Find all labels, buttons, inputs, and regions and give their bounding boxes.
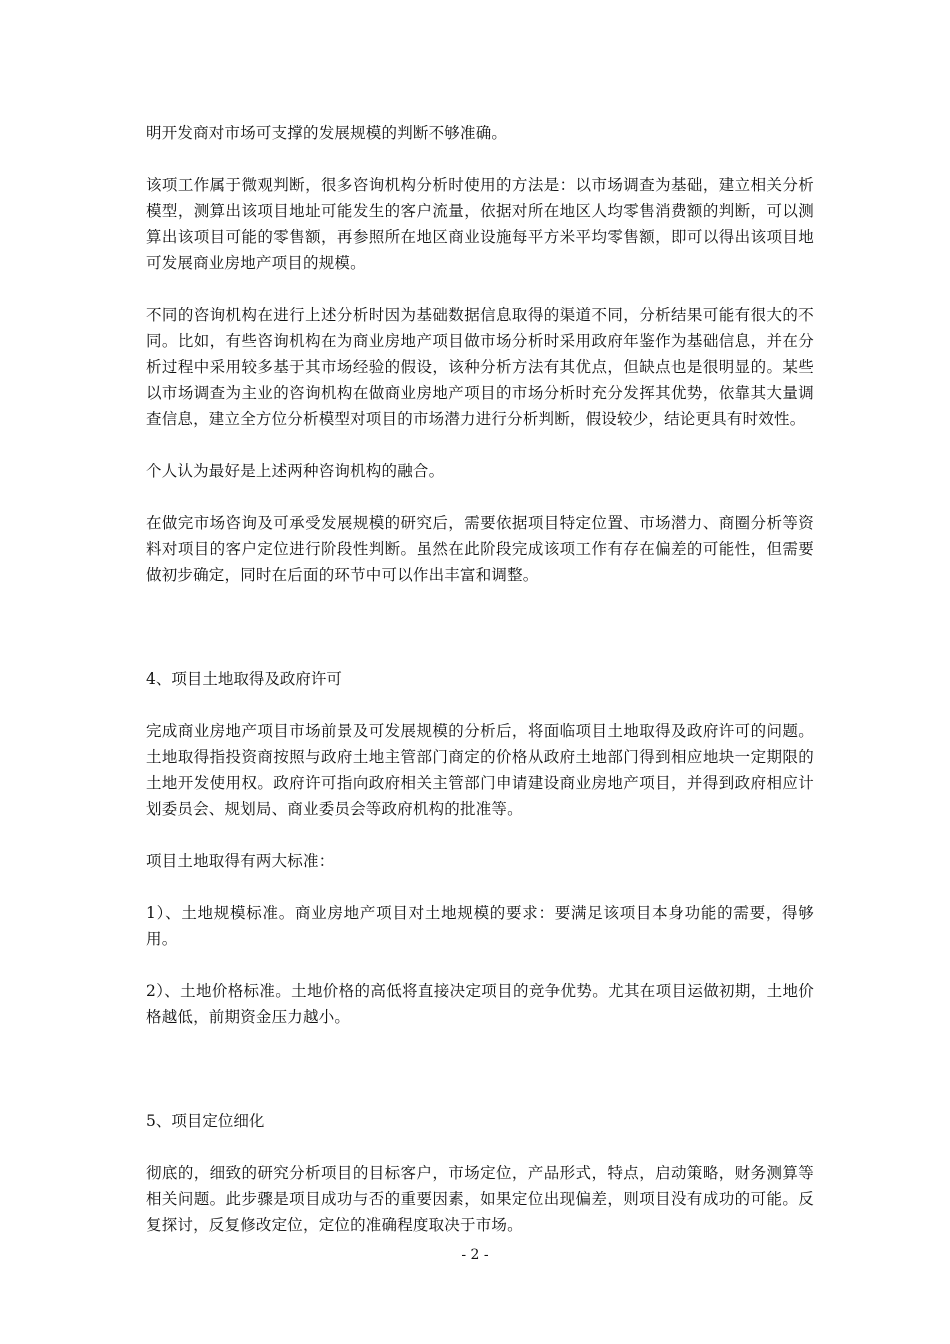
section-heading-5: 5、项目定位细化 — [146, 1112, 265, 1130]
paragraph-10: 彻底的，细致的研究分析项目的目标客户，市场定位，产品形式，特点，启动策略，财务测算等相关问题。此步骤是项目成功与否的重要因素，如果定位出现偏差，则项目没有成功的可能。反复探讨，反复修改定位，定位的准确程度取决于市场。 — [146, 1164, 814, 1234]
paragraph-8: 1）、土地规模标准。商业房地产项目对土地规模的要求：要满足该项目本身功能的需要，得够用。 — [146, 904, 814, 948]
paragraph-5: 在做完市场咨询及可承受发展规模的研究后，需要依据项目特定位置、市场潜力、商圈分析等资料对项目的客户定位进行阶段性判断。虽然在此阶段完成该项工作有存在偏差的可能性，但需要做初步确定，同时在后面的环节中可以作出丰富和调整。 — [146, 514, 814, 584]
paragraph-6: 完成商业房地产项目市场前景及可发展规模的分析后，将面临项目土地取得及政府许可的问题。土地取得指投资商按照与政府土地主管部门商定的价格从政府土地部门得到相应地块一定期限的土地开发使用权。政府许可指向政府相关主管部门申请建设商业房地产项目，并得到政府相应计划委员会、规划局、商业委员会等政府机构的批准等。 — [146, 722, 814, 818]
section-heading-4: 4、项目土地取得及政府许可 — [146, 670, 342, 688]
page-number: - 2 - — [461, 1247, 489, 1263]
paragraph-7: 项目土地取得有两大标准： — [146, 852, 335, 870]
section-gap — [146, 614, 814, 666]
section-gap — [146, 1056, 814, 1108]
paragraph-2: 该项工作属于微观判断，很多咨询机构分析时使用的方法是：以市场调查为基础，建立相关分析模型，测算出该项目地址可能发生的客户流量，依据对所在地区人均零售消费额的判断，可以测算出该项目可能的零售额，再参照所在地区商业设施每平方米平均零售额，即可以得出该项目地可发展商业房地产项目的规模。 — [146, 176, 814, 272]
paragraph-4: 个人认为最好是上述两种咨询机构的融合。 — [146, 462, 445, 480]
page-body — [146, 120, 814, 1264]
paragraph-3: 不同的咨询机构在进行上述分析时因为基础数据信息取得的渠道不同，分析结果可能有很大的不同。比如，有些咨询机构在为商业房地产项目做市场分析时采用政府年鉴作为基础信息，并在分析过程中采用较多基于其市场经验的假设，该种分析方法有其优点，但缺点也是很明显的。某些以市场调查为主业的咨询机构在做商业房地产项目的市场分析时充分发挥其优势，依靠其大量调查信息，建立全方位分析模型对项目的市场潜力进行分析判断，假设较少，结论更具有时效性。 — [146, 306, 814, 428]
paragraph-1: 明开发商对市场可支撑的发展规模的判断不够准确。 — [146, 124, 508, 142]
paragraph-9: 2）、土地价格标准。土地价格的高低将直接决定项目的竞争优势。尤其在项目运做初期，土地价格越低，前期资金压力越小。 — [146, 982, 814, 1026]
